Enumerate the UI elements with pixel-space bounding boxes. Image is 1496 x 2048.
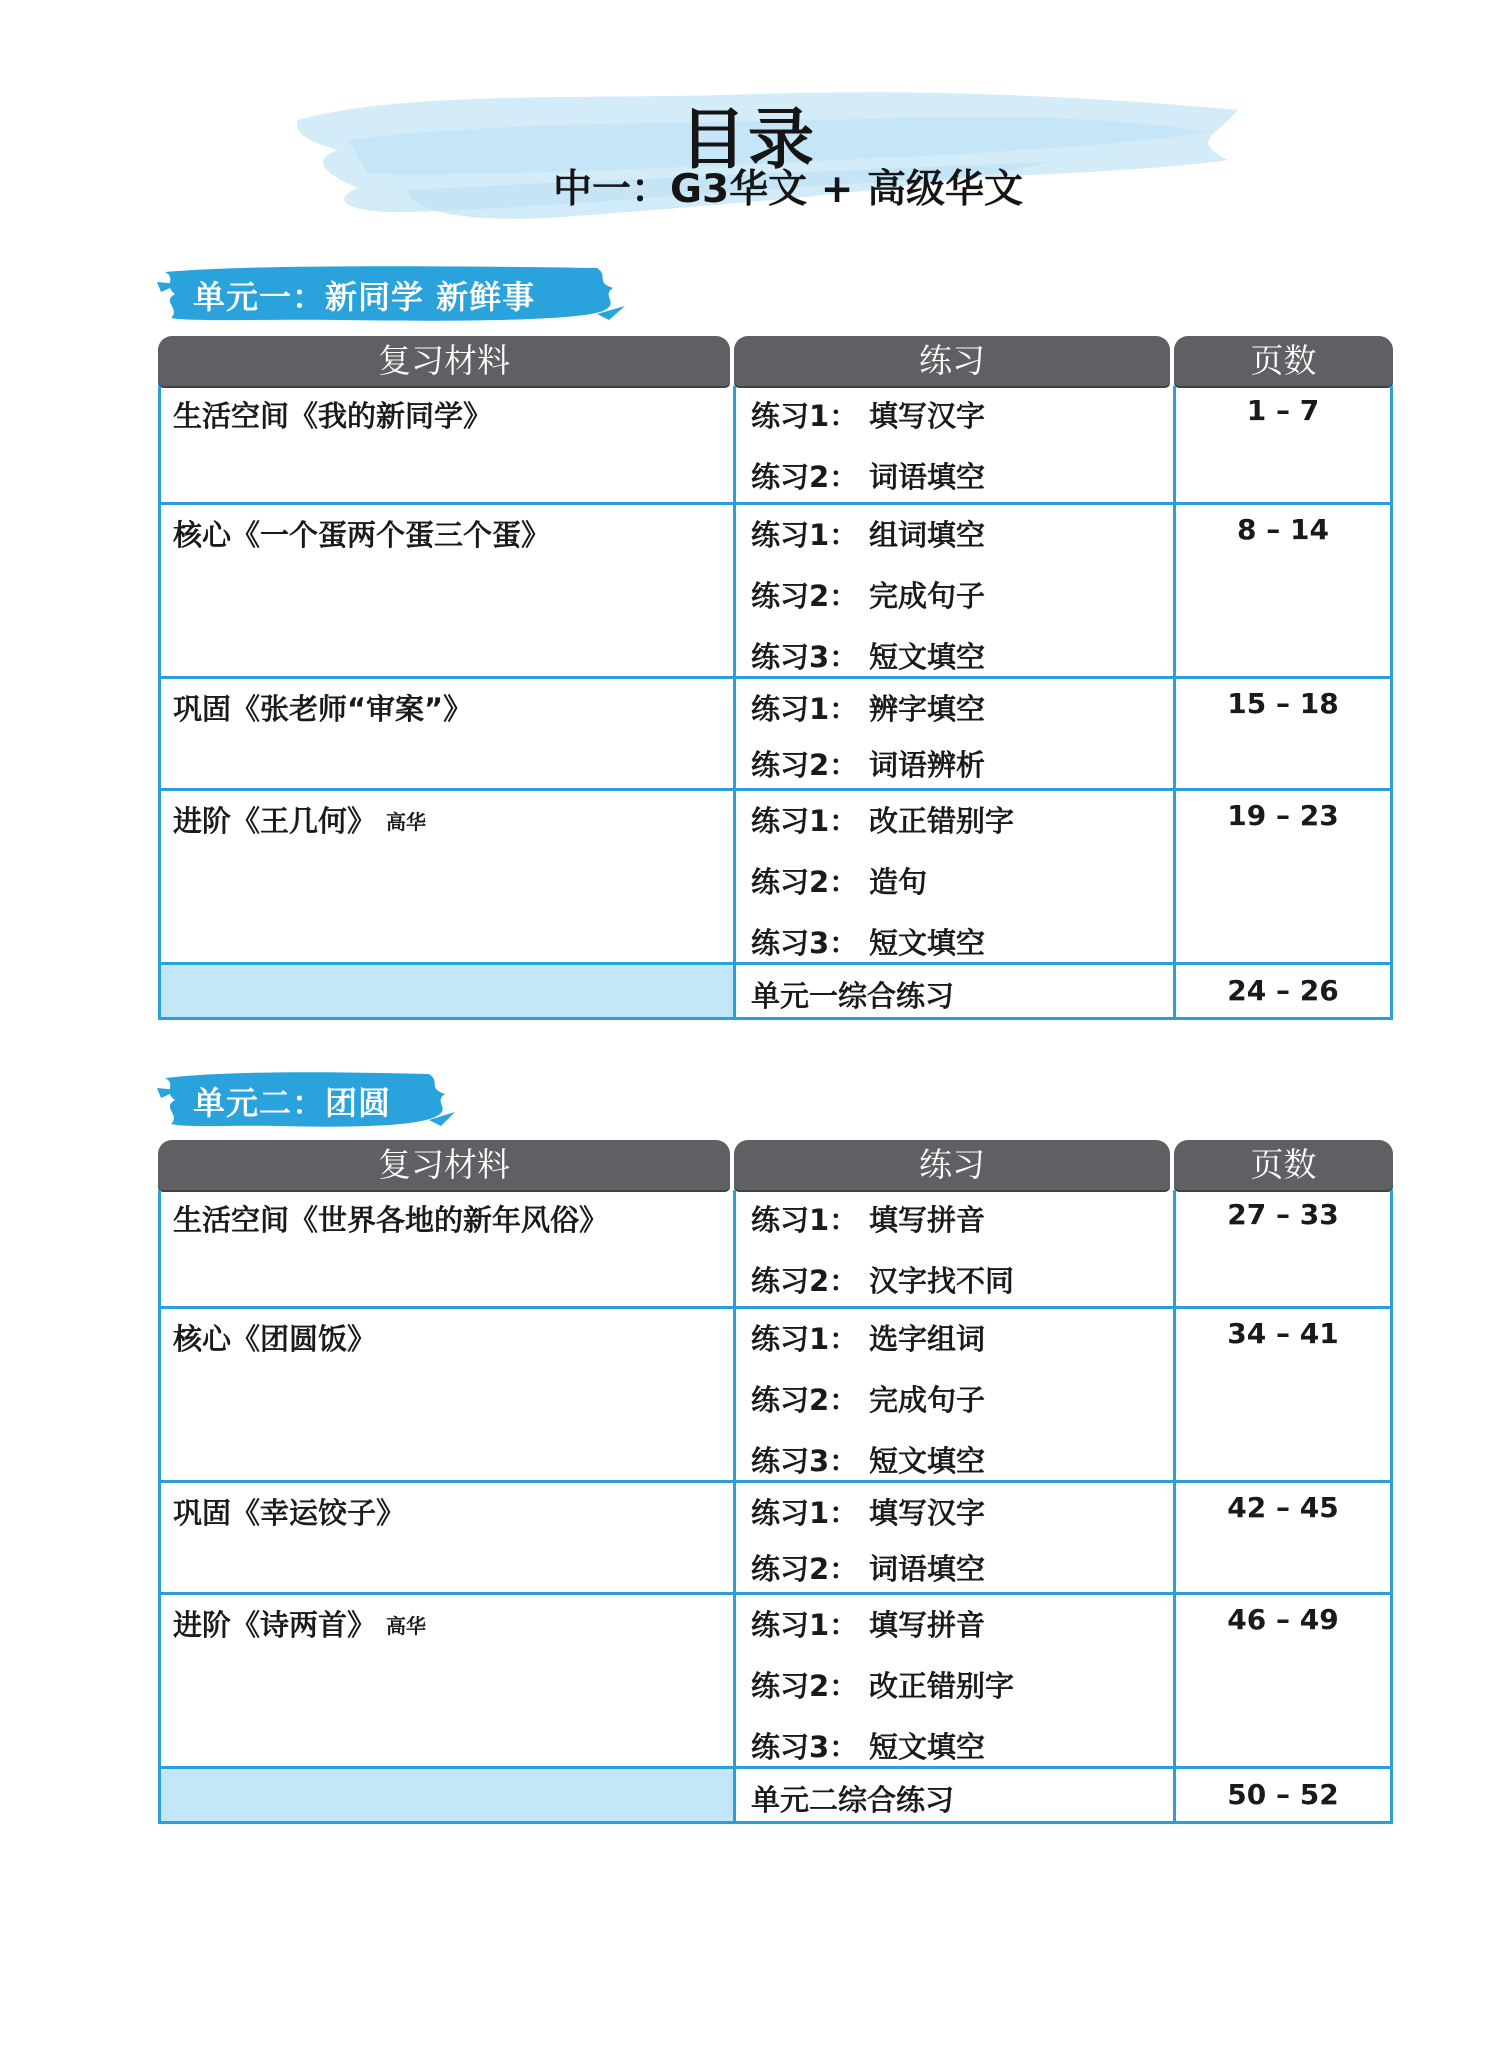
exercise-item	[751, 1317, 985, 1378]
exercise-label: 练习2：	[751, 579, 859, 613]
material-title-text: 进阶《王几何》	[173, 804, 377, 838]
exercise-item	[751, 394, 985, 455]
exercise-item	[751, 799, 1014, 860]
table-row	[161, 386, 1390, 505]
table-body	[158, 386, 1393, 1020]
exercise-item	[751, 1664, 1014, 1725]
exercise-label: 练习1：	[751, 1203, 859, 1237]
exercise-item	[751, 1378, 985, 1439]
unit-heading-text: 单元一：新同学 新鲜事	[193, 278, 536, 316]
material-title: 核心《一个蛋两个蛋三个蛋》	[173, 518, 551, 552]
exercise-label: 练习2：	[751, 748, 859, 782]
exercise-list	[751, 799, 1014, 982]
exercise-label: 练习3：	[751, 640, 859, 674]
toc-table	[158, 1140, 1393, 1824]
exercise-item	[751, 1603, 1014, 1664]
exercise-name: 选字组词	[869, 1322, 986, 1356]
exercise-name: 造句	[869, 865, 928, 899]
exercise-label: 练习1：	[751, 1496, 859, 1530]
exercise-label: 练习1：	[751, 399, 859, 433]
table-row	[161, 1309, 1390, 1483]
exercise-label: 练习3：	[751, 926, 859, 960]
exercise-item	[751, 1198, 1014, 1259]
column-header-pages: 页数	[1174, 1140, 1393, 1190]
material-title-text: 进阶《诗两首》	[173, 1608, 377, 1642]
exercise-label: 练习2：	[751, 1669, 859, 1703]
exercise-label: 练习2：	[751, 1552, 859, 1586]
exercise-name: 填写汉字	[869, 1496, 986, 1530]
exercise-label: 练习2：	[751, 460, 859, 494]
material-title	[173, 1603, 426, 1644]
table-row	[161, 505, 1390, 679]
exercise-item	[751, 860, 1014, 921]
column-header-material: 复习材料	[158, 1140, 730, 1190]
exercise-label: 练习2：	[751, 1264, 859, 1298]
toc-table	[158, 336, 1393, 1020]
table-row	[161, 1483, 1390, 1595]
level-tag: 高华	[386, 810, 427, 834]
table-header	[158, 1140, 1393, 1190]
summary-exercise	[751, 974, 954, 1035]
summary-name: 单元二综合练习	[751, 1783, 955, 1817]
exercise-name: 短文填空	[869, 926, 986, 960]
exercise-name: 词语辨析	[869, 748, 986, 782]
exercise-label: 练习1：	[751, 692, 859, 726]
exercise-label: 练习2：	[751, 865, 859, 899]
exercise-label: 练习1：	[751, 1322, 859, 1356]
exercise-name: 词语填空	[869, 460, 986, 494]
table-row	[161, 1595, 1390, 1769]
column-header-pages: 页数	[1174, 336, 1393, 386]
unit-heading-text: 单元二：团圆	[193, 1084, 392, 1122]
summary-name: 单元一综合练习	[751, 979, 955, 1013]
summary-row	[161, 965, 1390, 1017]
page-range: 46 – 49	[1227, 1603, 1339, 1636]
exercise-name: 填写拼音	[869, 1203, 986, 1237]
exercise-label: 练习3：	[751, 1444, 859, 1478]
exercise-item	[751, 513, 985, 574]
exercise-name: 汉字找不同	[869, 1264, 1015, 1298]
exercise-name: 完成句子	[869, 1383, 986, 1417]
exercise-label: 练习2：	[751, 1383, 859, 1417]
exercise-item	[751, 1491, 985, 1547]
exercise-list	[751, 1317, 985, 1500]
exercise-name: 改正错别字	[869, 804, 1015, 838]
summary-row	[161, 1769, 1390, 1821]
column-header-exercise: 练习	[734, 336, 1170, 386]
exercise-name: 短文填空	[869, 640, 986, 674]
exercise-name: 填写拼音	[869, 1608, 986, 1642]
page-subtitle: 中一：G3华文 + 高级华文	[553, 167, 1023, 212]
page-range: 42 – 45	[1227, 1491, 1339, 1524]
table-row	[161, 1190, 1390, 1309]
page-range: 15 – 18	[1227, 687, 1339, 720]
page-range: 27 – 33	[1227, 1198, 1339, 1231]
exercise-name: 辨字填空	[869, 692, 986, 726]
exercise-list	[751, 1491, 985, 1603]
summary-exercise	[751, 1778, 954, 1839]
material-title: 巩固《幸运饺子》	[173, 1496, 406, 1530]
page-title: 目录	[680, 101, 816, 178]
table-row	[161, 679, 1390, 791]
column-header-exercise: 练习	[734, 1140, 1170, 1190]
table-header	[158, 336, 1393, 386]
exercise-name: 短文填空	[869, 1444, 986, 1478]
exercise-item	[751, 687, 985, 743]
exercise-label: 练习1：	[751, 518, 859, 552]
exercise-name: 短文填空	[869, 1730, 986, 1764]
column-header-material: 复习材料	[158, 336, 730, 386]
exercise-label: 练习1：	[751, 1608, 859, 1642]
page-range: 1 – 7	[1246, 394, 1320, 427]
exercise-name: 填写汉字	[869, 399, 986, 433]
exercise-label: 练习3：	[751, 1730, 859, 1764]
exercise-label: 练习1：	[751, 804, 859, 838]
exercise-name: 改正错别字	[869, 1669, 1015, 1703]
exercise-name: 组词填空	[869, 518, 986, 552]
exercise-name: 完成句子	[869, 579, 986, 613]
exercise-name: 词语填空	[869, 1552, 986, 1586]
exercise-list	[751, 1603, 1014, 1786]
page-range: 19 – 23	[1227, 799, 1339, 832]
material-title: 生活空间《我的新同学》	[173, 399, 493, 433]
exercise-list	[751, 1198, 1014, 1320]
exercise-list	[751, 394, 985, 516]
page-range: 50 – 52	[1227, 1778, 1339, 1811]
material-title: 生活空间《世界各地的新年风俗》	[173, 1203, 609, 1237]
exercise-item	[751, 574, 985, 635]
unit-heading	[157, 262, 627, 326]
table-row	[161, 791, 1390, 965]
level-tag: 高华	[386, 1614, 427, 1638]
table-body	[158, 1190, 1393, 1824]
unit-heading	[157, 1068, 457, 1132]
page-range: 24 – 26	[1227, 974, 1339, 1007]
page-range: 8 – 14	[1237, 513, 1329, 546]
exercise-list	[751, 687, 985, 799]
material-title	[173, 799, 426, 840]
material-title: 巩固《张老师“审案”》	[173, 692, 473, 726]
material-title: 核心《团圆饭》	[173, 1322, 377, 1356]
exercise-list	[751, 513, 985, 696]
page-range: 34 – 41	[1227, 1317, 1339, 1350]
